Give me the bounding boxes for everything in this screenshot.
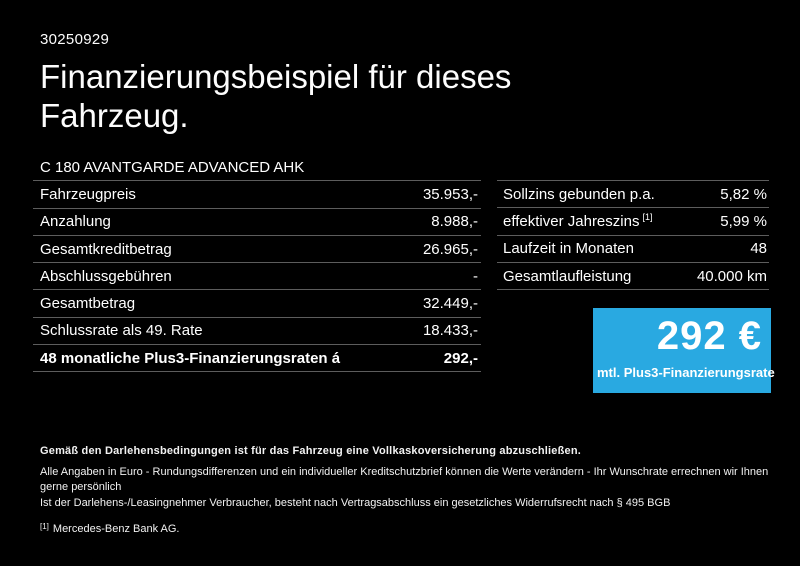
monthly-rate-caption: mtl. Plus3-Finanzierungsrate bbox=[597, 365, 775, 380]
row-value: 292,- bbox=[443, 349, 478, 367]
table-row-monatsraten bbox=[33, 345, 481, 372]
row-value: 18.433,- bbox=[422, 322, 478, 340]
table-row-laufzeit bbox=[497, 236, 769, 263]
disclaimer-line-2: Ist der Darlehens-/Leasingnehmer Verbraucher, besteht nach Vertragsabschluss ein gesetzliches Widerrufsrecht nach § 495 BGB bbox=[40, 496, 671, 509]
footnote-ref: [1] bbox=[40, 522, 49, 531]
table-row-anzahlung bbox=[33, 209, 481, 236]
table-row-gesamtkreditbetrag bbox=[33, 236, 481, 263]
row-value: - bbox=[473, 267, 478, 285]
vehicle-model-header bbox=[33, 154, 481, 181]
row-label: Sollzins gebunden p.a. bbox=[503, 185, 655, 203]
page-title-line-1: Finanzierungsbeispiel für dieses bbox=[40, 58, 512, 95]
table-row-fahrzeugpreis bbox=[33, 181, 481, 208]
row-label: 48 monatliche Plus3-Finanzierungsraten á bbox=[40, 349, 341, 367]
monthly-rate-amount: 292 € bbox=[656, 314, 762, 358]
row-label: Fahrzeugpreis bbox=[40, 185, 136, 203]
footnote-text: Mercedes-Benz Bank AG. bbox=[52, 523, 180, 535]
row-value: 40.000 km bbox=[696, 267, 767, 285]
table-row-sollzins bbox=[497, 181, 769, 208]
row-value: 35.953,- bbox=[422, 185, 478, 203]
row-value: 32.449,- bbox=[422, 295, 478, 313]
row-label: Abschlussgebühren bbox=[40, 267, 172, 285]
row-label: Gesamtbetrag bbox=[40, 295, 136, 313]
row-value: 5,82 % bbox=[720, 185, 767, 203]
footnote-ref: [1] bbox=[642, 212, 653, 223]
row-value: 5,99 % bbox=[720, 212, 767, 230]
table-row-abschlussgebuehren bbox=[33, 263, 481, 290]
page-title-line-2: Fahrzeug. bbox=[40, 97, 189, 134]
page-title bbox=[40, 57, 511, 135]
footnote-source bbox=[40, 519, 770, 538]
vehicle-model-label: C 180 AVANTGARDE ADVANCED AHK bbox=[40, 158, 305, 176]
conditions-table bbox=[497, 180, 769, 290]
row-label: Gesamtlaufleistung bbox=[503, 267, 632, 285]
offer-id-number: 30250929 bbox=[40, 31, 110, 48]
row-label: Laufzeit in Monaten bbox=[503, 240, 634, 258]
table-row-gesamtbetrag bbox=[33, 290, 481, 317]
table-row-gesamtlaufleistung bbox=[497, 263, 769, 290]
table-row-schlussrate bbox=[33, 318, 481, 345]
row-label: Gesamtkreditbetrag bbox=[40, 240, 172, 258]
row-label: effektiver Jahreszins [1] bbox=[503, 212, 653, 231]
monthly-rate-highlight-box bbox=[593, 308, 775, 393]
row-label: Schlussrate als 49. Rate bbox=[40, 322, 203, 340]
legal-footer bbox=[40, 444, 770, 538]
disclaimer-line-1: Alle Angaben in Euro - Rundungsdifferenzen und ein individueller Kreditschutzbrief können die Werte verändern - Ihr Wunschrate errechnen wir Ihnen gerne persönlich bbox=[40, 465, 769, 493]
insurance-note: Gemäß den Darlehensbedingungen ist für das Fahrzeug eine Vollkaskoversicherung abzuschließen. bbox=[40, 445, 582, 457]
row-value: 8.988,- bbox=[431, 213, 478, 231]
table-row-effektiver-jahreszins bbox=[497, 208, 769, 235]
row-value: 26.965,- bbox=[422, 240, 478, 258]
row-value: 48 bbox=[750, 240, 767, 258]
financing-table bbox=[33, 154, 481, 372]
row-label: Anzahlung bbox=[40, 213, 111, 231]
